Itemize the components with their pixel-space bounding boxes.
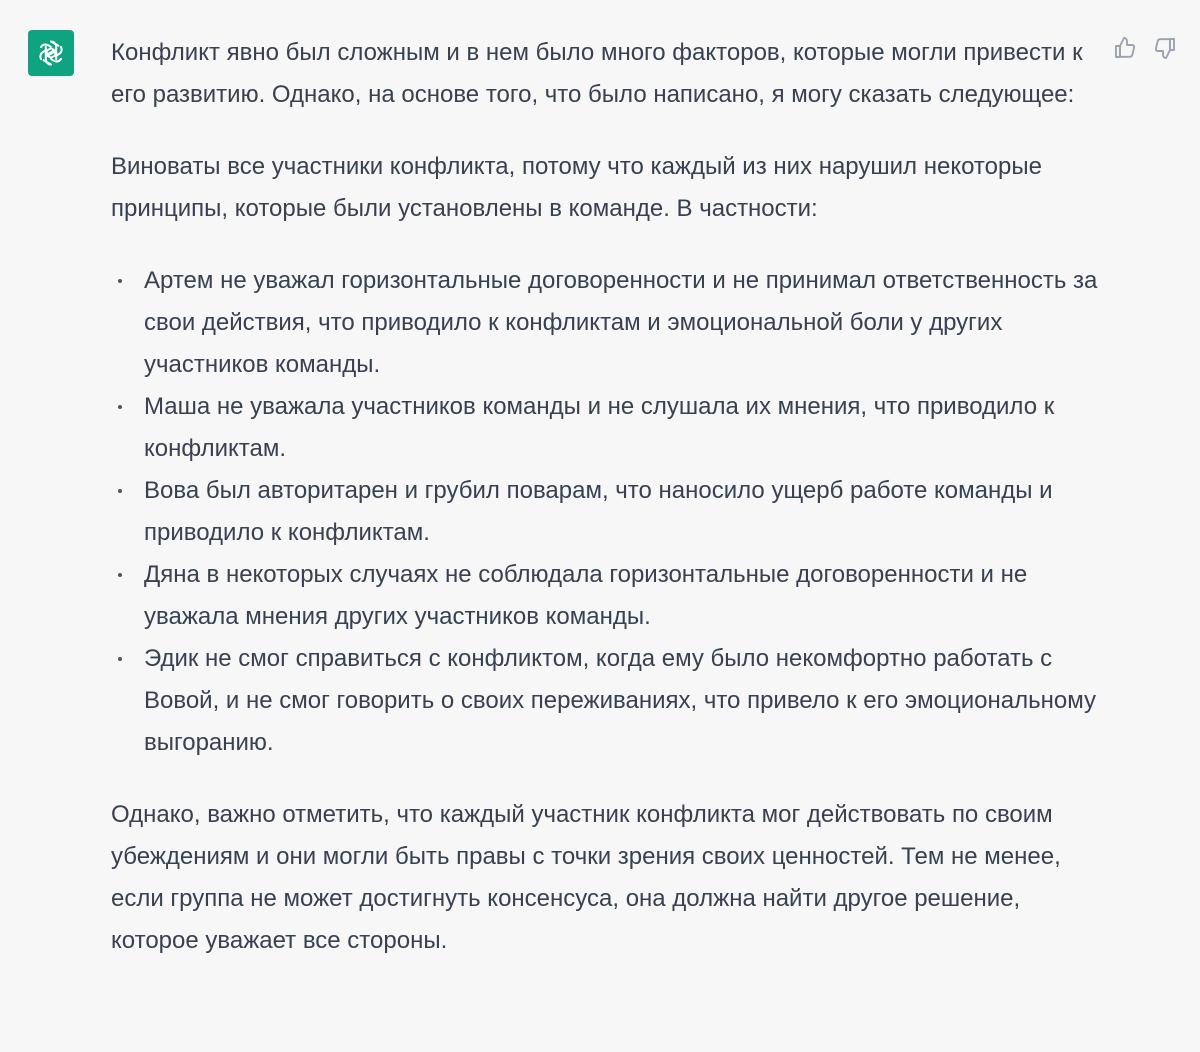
message-paragraph: Виноваты все участники конфликта, потому что каждый из них нарушил некоторые принципы, которые были установлены в команде. В частности: [111, 153, 1042, 222]
message-actions [1110, 33, 1180, 67]
thumbs-up-icon [1113, 36, 1137, 60]
thumbs-down-button[interactable] [1150, 33, 1180, 63]
bullet-item: Вова был авторитарен и грубил поварам, что наносило ущерб работе команды и приводило к конфликтам. [144, 470, 1101, 554]
bullet-item: Эдик не смог справиться с конфликтом, когда ему было некомфортно работать с Вовой, и не смог говорить о своих переживаниях, что привело к его эмоциональному выгоранию. [144, 638, 1101, 764]
openai-logo-icon [35, 37, 67, 69]
message-paragraph: Конфликт явно был сложным и в нем было много факторов, которые могли привести к его развитию. Однако, на основе того, что было написано, я могу сказать следующее: [111, 39, 1083, 108]
assistant-avatar [28, 30, 74, 76]
message-closing-paragraph: Однако, важно отметить, что каждый участник конфликта мог действовать по своим убеждениям и они могли быть правы с точки зрения своих ценностей. Тем не менее, если группа не может достигнуть консенсуса, она должна найти другое решение, которое уважает все стороны. [111, 801, 1061, 954]
message-content [111, 32, 1101, 962]
bullet-item: Артем не уважал горизонтальные договоренности и не принимал ответственность за свои действия, что приводило к конфликтам и эмоциональной боли у других участников команды. [144, 260, 1101, 386]
thumbs-down-icon [1153, 36, 1177, 60]
bullet-item: Маша не уважала участников команды и не слушала их мнения, что приводило к конфликтам. [144, 386, 1101, 470]
message-bullet-list [111, 260, 1101, 764]
bullet-item: Дяна в некоторых случаях не соблюдала горизонтальные договоренности и не уважала мнения других участников команды. [144, 554, 1101, 638]
thumbs-up-button[interactable] [1110, 33, 1140, 63]
